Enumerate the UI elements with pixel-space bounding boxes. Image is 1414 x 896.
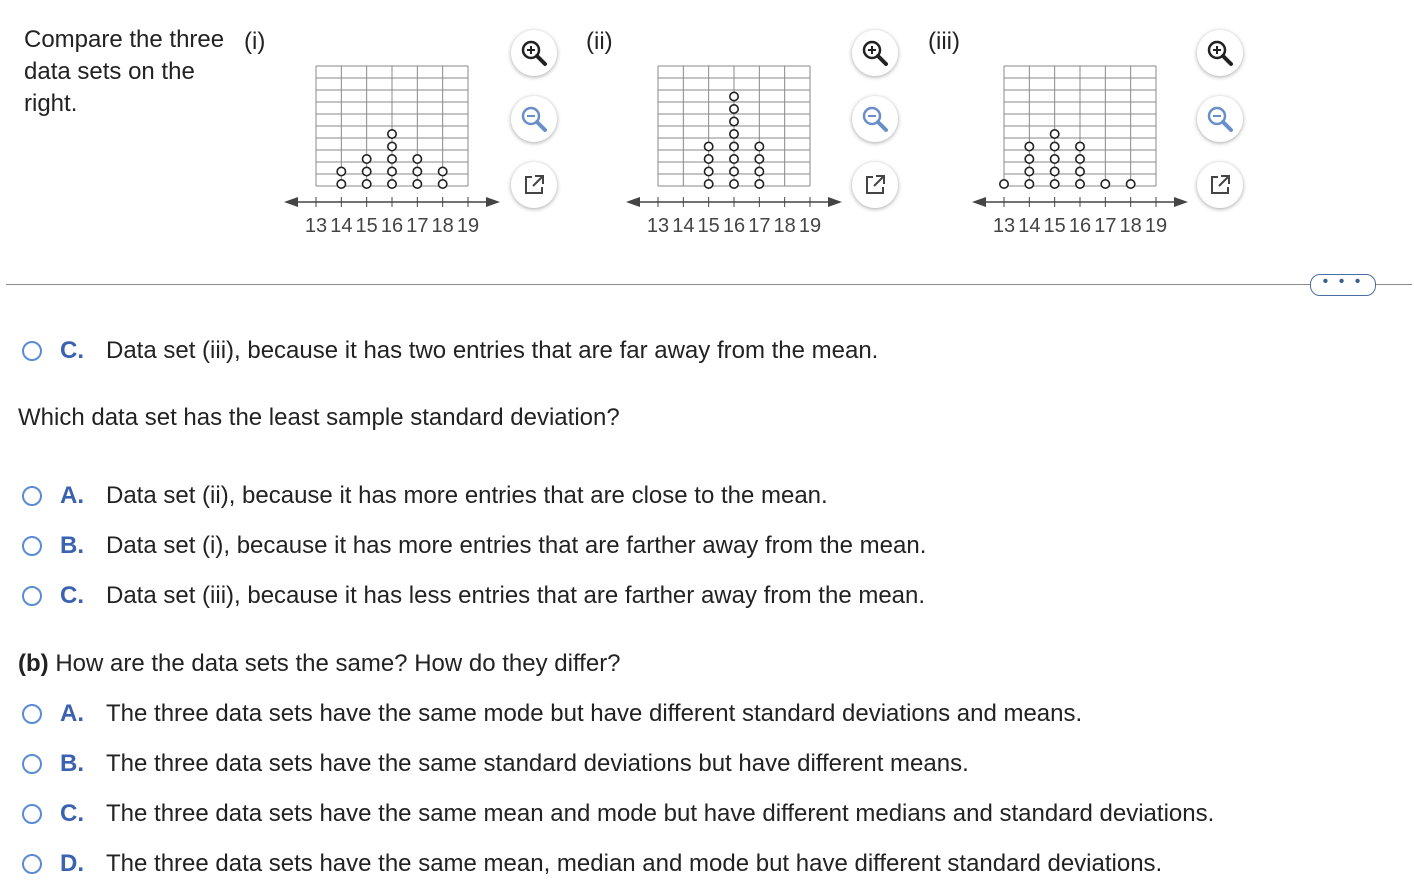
data-dot [1050,167,1058,175]
axis-arrow-right [1174,197,1188,207]
plot-label-iii: (iii) [928,28,960,55]
question-b [18,650,621,678]
x-tick-label: 14 [1018,215,1041,237]
option-text: The three data sets have the same mode but have different standard deviations and means. [106,700,1083,727]
option-text: The three data sets have the same standard deviations but have different means. [106,750,969,777]
data-dot [755,142,763,150]
x-tick-label: 17 [406,215,429,237]
option-b-a[interactable] [22,699,1082,729]
section-divider [6,284,1412,285]
zoom-in-button[interactable] [511,30,557,76]
data-dot [438,180,446,188]
data-dot [1076,142,1084,150]
radio-button[interactable] [22,804,42,824]
data-dot [388,167,396,175]
zoom-in-icon [519,38,549,68]
plot-label-i: (i) [244,28,266,55]
x-tick-label: 19 [1144,215,1168,237]
x-tick-label: 19 [798,215,822,237]
data-dot [730,155,738,163]
data-dot [1101,180,1109,188]
dot-plot-ii [622,60,842,240]
data-dot [413,167,421,175]
data-dot [362,167,370,175]
option-b-c[interactable] [22,799,1214,829]
zoom-out-button[interactable] [511,96,557,142]
dot-plot-iii [968,60,1188,240]
x-tick-label: 14 [672,215,695,237]
axis-arrow-right [486,197,500,207]
data-dot [730,167,738,175]
option-letter: A. [60,700,84,727]
data-dot [730,117,738,125]
option-a-a[interactable] [22,481,828,511]
zoom-out-icon [860,104,890,134]
popout-icon [1207,172,1233,198]
zoom-in-button[interactable] [1197,30,1243,76]
zoom-in-icon [860,38,890,68]
option-text: The three data sets have the same mean, median and mode but have different standard deviations. [106,850,1163,877]
x-tick-label: 13 [992,215,1016,237]
data-dot [1076,155,1084,163]
popout-button[interactable] [852,162,898,208]
option-letter: D. [60,850,84,877]
zoom-out-button[interactable] [1197,96,1243,142]
data-dot [1050,130,1058,138]
data-dot [337,167,345,175]
option-letter: C. [60,800,84,827]
data-dot [1025,180,1033,188]
radio-button[interactable] [22,854,42,874]
radio-button[interactable] [22,486,42,506]
data-dot [388,142,396,150]
data-dot [1076,180,1084,188]
zoom-out-icon [1205,104,1235,134]
popout-button[interactable] [511,162,557,208]
data-dot [730,92,738,100]
radio-button[interactable] [22,754,42,774]
radio-button[interactable] [22,586,42,606]
option-letter: B. [60,532,84,559]
data-dot [730,105,738,113]
data-dot [1050,180,1058,188]
data-dot [337,180,345,188]
data-dot [413,180,421,188]
more-dots: • • • [1322,273,1364,290]
data-dot [388,130,396,138]
option-letter: C. [60,582,84,609]
data-dot [704,180,712,188]
option-b-d[interactable] [22,849,1162,879]
axis-arrow-right [828,197,842,207]
x-tick-label: 17 [1094,215,1117,237]
radio-button[interactable] [22,341,42,361]
option-b-b[interactable] [22,749,969,779]
x-tick-label: 14 [330,215,353,237]
data-dot [704,167,712,175]
data-dot [730,180,738,188]
data-dot [1076,167,1084,175]
radio-button[interactable] [22,704,42,724]
axis-arrow-left [284,197,298,207]
data-dot [1025,142,1033,150]
data-dot [388,180,396,188]
x-tick-label: 15 [355,215,378,237]
option-letter: A. [60,482,84,509]
x-tick-label: 17 [748,215,771,237]
radio-button[interactable] [22,536,42,556]
popout-button[interactable] [1197,162,1243,208]
data-dot [1025,167,1033,175]
data-dot [1126,180,1134,188]
data-dot [704,142,712,150]
data-dot [1050,155,1058,163]
data-dot [362,180,370,188]
question-b-prefix: (b) [18,650,49,677]
data-dot [755,167,763,175]
x-tick-label: 15 [1043,215,1066,237]
x-tick-label: 16 [1068,215,1092,237]
zoom-in-button[interactable] [852,30,898,76]
axis-arrow-left [972,197,986,207]
data-dot [413,155,421,163]
option-previous-c[interactable] [22,336,878,366]
question-b-text: How are the data sets the same? How do they differ? [48,650,621,677]
x-tick-label: 15 [697,215,720,237]
popout-icon [521,172,547,198]
dot-plot-i [280,60,500,240]
x-tick-label: 13 [304,215,328,237]
more-button[interactable] [1310,274,1376,296]
option-text: Data set (iii), because it has two entries that are far away from the mean. [106,337,879,364]
data-dot [704,155,712,163]
data-dot [438,167,446,175]
x-tick-label: 18 [773,215,796,237]
data-dot [1000,180,1008,188]
zoom-out-button[interactable] [852,96,898,142]
x-tick-label: 16 [380,215,404,237]
question-a: Which data set has the least sample standard deviation? [18,404,620,431]
option-text: The three data sets have the same mean and mode but have different medians and standard deviations. [106,800,1215,827]
x-tick-label: 13 [646,215,670,237]
data-dot [755,155,763,163]
data-dot [362,155,370,163]
option-a-c[interactable] [22,581,925,611]
data-dot [1025,155,1033,163]
option-text: Data set (ii), because it has more entries that are close to the mean. [106,482,828,509]
option-letter: C. [60,337,84,364]
zoom-out-icon [519,104,549,134]
option-letter: B. [60,750,84,777]
data-dot [1050,142,1058,150]
intro-text: Compare the three data sets on the right. [24,26,225,117]
zoom-in-icon [1205,38,1235,68]
data-dot [730,142,738,150]
x-tick-label: 16 [722,215,746,237]
plot-label-ii: (ii) [586,28,613,55]
data-dot [730,130,738,138]
popout-icon [862,172,888,198]
x-tick-label: 18 [431,215,454,237]
axis-arrow-left [626,197,640,207]
data-dot [755,180,763,188]
data-dot [388,155,396,163]
option-a-b[interactable] [22,531,926,561]
option-text: Data set (i), because it has more entries that are farther away from the mean. [106,532,927,559]
x-tick-label: 19 [456,215,480,237]
x-tick-label: 18 [1119,215,1142,237]
option-text: Data set (iii), because it has less entries that are farther away from the mean. [106,582,926,609]
